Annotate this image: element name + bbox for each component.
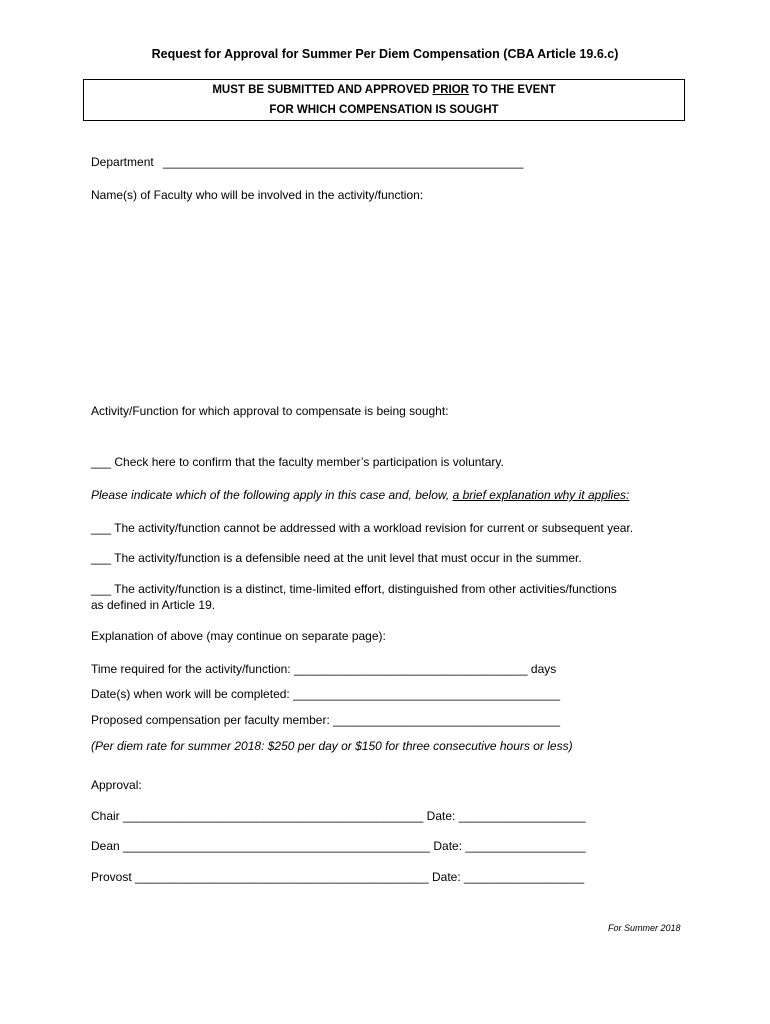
- signature-label: Dean: [91, 839, 124, 853]
- option-text: The activity/function cannot be addressed with a workload revision for current or subsequent year.: [111, 521, 634, 535]
- dates-completed-label: Date(s) when work will be completed:: [91, 687, 294, 701]
- time-required-row: [91, 662, 556, 676]
- notice-prior-underlined: PRIOR: [432, 84, 469, 96]
- option-checkbox[interactable]: ___: [91, 551, 112, 565]
- department-label: Department: [91, 155, 154, 169]
- date-field[interactable]: __________________: [464, 870, 585, 884]
- notice-box: [83, 79, 685, 121]
- signature-field[interactable]: _____________________________________________: [123, 809, 424, 823]
- proposed-compensation-row: [91, 713, 560, 727]
- signature-row-dean: [91, 839, 586, 853]
- option-checkbox[interactable]: ___: [91, 521, 112, 535]
- explanation-label: Explanation of above (may continue on separate page):: [91, 629, 386, 643]
- dates-completed-row: [91, 687, 560, 701]
- date-label: Date:: [430, 839, 466, 853]
- activity-label: Activity/Function for which approval to compensate is being sought:: [91, 404, 449, 418]
- approval-label: Approval:: [91, 778, 142, 792]
- time-required-label: Time required for the activity/function:: [91, 662, 294, 676]
- option-workload: [91, 521, 633, 535]
- rate-note: (Per diem rate for summer 2018: $250 per day or $150 for three consecutive hours or less): [91, 739, 573, 753]
- date-field[interactable]: __________________: [465, 839, 586, 853]
- instructions-text: Please indicate which of the following apply in this case and, below,: [91, 488, 453, 502]
- option-text: The activity/function is a defensible need at the unit level that must occur in the summer.: [111, 551, 582, 565]
- department-field[interactable]: ______________________________________________________: [163, 155, 524, 169]
- form-title: Request for Approval for Summer Per Diem Compensation (CBA Article 19.6.c): [151, 47, 619, 61]
- notice-line-2: FOR WHICH COMPENSATION IS SOUGHT: [269, 104, 499, 116]
- notice-line-1-pre: MUST BE SUBMITTED AND APPROVED: [212, 84, 433, 96]
- signature-row-provost: [91, 870, 584, 884]
- voluntary-row: [91, 455, 504, 469]
- proposed-compensation-label: Proposed compensation per faculty member:: [91, 713, 334, 727]
- time-required-suffix: days: [527, 662, 557, 676]
- option-time-limited: [91, 582, 617, 596]
- option-text-line2: as defined in Article 19.: [91, 598, 216, 612]
- signature-field[interactable]: ______________________________________________: [123, 839, 431, 853]
- instructions: [91, 488, 629, 502]
- signature-label: Chair: [91, 809, 124, 823]
- date-label: Date:: [423, 809, 459, 823]
- notice-line-1-post: TO THE EVENT: [468, 84, 556, 96]
- signature-field[interactable]: ____________________________________________: [135, 870, 429, 884]
- voluntary-text: Check here to confirm that the faculty member’s participation is voluntary.: [111, 455, 504, 469]
- department-row: [91, 155, 523, 169]
- proposed-compensation-field[interactable]: __________________________________: [333, 713, 561, 727]
- date-label: Date:: [428, 870, 465, 884]
- signature-label: Provost: [91, 870, 136, 884]
- option-summer-need: [91, 551, 582, 565]
- faculty-names-label: Name(s) of Faculty who will be involved in the activity/function:: [91, 188, 424, 202]
- dates-completed-field[interactable]: ________________________________________: [293, 687, 561, 701]
- notice-line-1: [84, 84, 684, 96]
- signature-row-chair: [91, 809, 586, 823]
- voluntary-checkbox[interactable]: ___: [91, 455, 112, 469]
- option-checkbox[interactable]: ___: [91, 582, 112, 596]
- footer-note: For Summer 2018: [608, 923, 681, 933]
- date-field[interactable]: ___________________: [458, 809, 586, 823]
- time-required-field[interactable]: ___________________________________: [293, 662, 528, 676]
- option-text: The activity/function is a distinct, time-limited effort, distinguished from other activities/functions: [111, 582, 617, 596]
- instructions-underlined: a brief explanation why it applies:: [452, 488, 630, 502]
